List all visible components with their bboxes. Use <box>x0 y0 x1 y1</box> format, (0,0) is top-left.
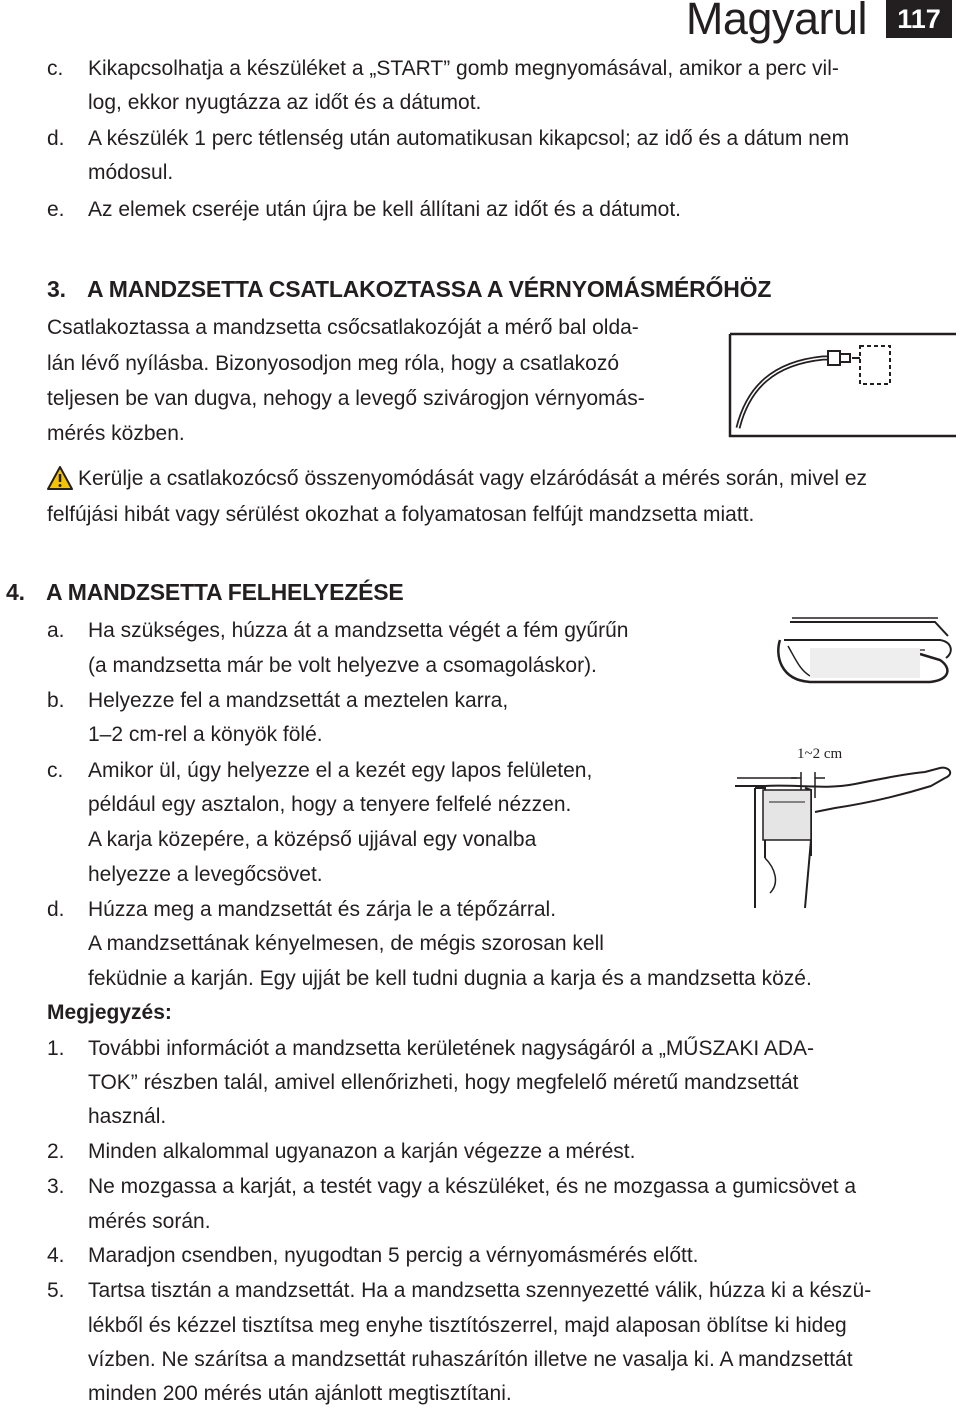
list-item-line: Maradjon csendben, nyugodtan 5 percig a vérnyomásmérés előtt. <box>88 1244 699 1267</box>
section-number: 3. <box>47 276 66 302</box>
section-3-heading <box>47 272 771 306</box>
list-marker: 1. <box>47 1037 65 1060</box>
list-marker: 4. <box>47 1244 65 1267</box>
page-number-badge: 117 <box>886 0 952 38</box>
list-item-line: 1–2 cm-rel a könyök fölé. <box>88 723 323 746</box>
section-number: 4. <box>6 579 25 605</box>
section-3-text-line: lán lévő nyílásba. Bizonyosodjon meg róla, hogy a csatlakozó <box>47 352 620 375</box>
distance-label: 1~2 cm <box>797 746 843 762</box>
list-item-line: Az elemek cseréje után újra be kell állítani az időt és a dátumot. <box>88 198 681 221</box>
list-marker: a. <box>47 619 65 642</box>
list-marker: 5. <box>47 1279 65 1302</box>
cuff-connector-illustration <box>728 318 956 440</box>
notes-title: Megjegyzés: <box>47 1001 172 1024</box>
warning-text-line: Kerülje a csatlakozócső összenyomódását vagy elzáródását a mérés során, mivel ez <box>78 467 868 490</box>
list-item-line: TOK” részben talál, amivel ellenőrizheti, hogy megfelelő méretű mandzsettát <box>88 1071 799 1094</box>
list-item-line: Tartsa tisztán a mandzsettát. Ha a mandzsetta szennyezetté válik, húzza ki a készü- <box>88 1279 872 1302</box>
list-item-line: Ha szükséges, húzza át a mandzsetta végét a fém gyűrűn <box>88 619 629 642</box>
list-item-line: minden 200 mérés után ajánlott megtisztítani. <box>88 1382 512 1405</box>
list-item-line: módosul. <box>88 161 174 184</box>
section-title: A MANDZSETTA CSATLAKOZTASSA A VÉRNYOMÁSMÉRŐHÖZ <box>87 276 772 302</box>
list-item-line: feküdnie a karján. Egy ujját be kell tudni dugnia a karja és a mandzsetta közé. <box>88 967 812 990</box>
list-item-line: helyezze a levegőcsövet. <box>88 863 323 886</box>
list-item-line: A mandzsettának kényelmesen, de mégis szorosan kell <box>88 932 604 955</box>
list-item-line: Kikapcsolhatja a készüléket a „START” gomb megnyomásával, amikor a perc vil- <box>88 57 839 80</box>
list-marker: 2. <box>47 1140 65 1163</box>
section-3-text-line: Csatlakoztassa a mandzsetta csőcsatlakozóját a mérő bal olda- <box>47 316 639 339</box>
list-item-line: vízben. Ne szárítsa a mandzsettát ruhaszárítón illetve ne vasalja ki. A mandzsettát <box>88 1348 853 1371</box>
list-item-line: Helyezze fel a mandzsettát a meztelen karra, <box>88 689 509 712</box>
list-marker: 3. <box>47 1175 65 1198</box>
list-marker: e. <box>47 198 65 221</box>
list-marker: d. <box>47 898 65 921</box>
list-item-line: További információt a mandzsetta kerületének nagyságáról a „MŰSZAKI ADA- <box>88 1037 815 1060</box>
list-item-line: lékből és kézzel tisztítsa meg enyhe tisztítószerrel, majd alaposan öblítse ki hideg <box>88 1314 847 1337</box>
list-item-line: használ. <box>88 1105 167 1128</box>
section-title: A MANDZSETTA FELHELYEZÉSE <box>46 579 404 605</box>
list-item-line: Minden alkalommal ugyanazon a karján végezze a mérést. <box>88 1140 636 1163</box>
list-marker: b. <box>47 689 65 712</box>
list-item-line: (a mandzsetta már be volt helyezve a csomagoláskor). <box>88 654 597 677</box>
list-marker: c. <box>47 57 64 80</box>
list-item-line: Ne mozgassa a karját, a testét vagy a készüléket, és ne mozgassa a gumicsövet a <box>88 1175 857 1198</box>
cuff-illustration <box>770 610 956 692</box>
list-item-line: Húzza meg a mandzsettát és zárja le a tépőzárral. <box>88 898 557 921</box>
list-item-line: A készülék 1 perc tétlenség után automatikusan kikapcsol; az idő és a dátum nem <box>88 127 850 150</box>
section-3-text-line: teljesen be van dugva, nehogy a levegő szivárogjon vérnyomás- <box>47 387 645 410</box>
page-language-title: Magyarul <box>685 0 867 44</box>
list-item-line: Amikor ül, úgy helyezze el a kezét egy lapos felületen, <box>88 759 593 782</box>
list-marker: d. <box>47 127 65 150</box>
list-item-line: például egy asztalon, hogy a tenyere felfelé nézzen. <box>88 793 572 816</box>
list-item-line: log, ekkor nyugtázza az időt és a dátumot. <box>88 91 482 114</box>
warning-icon <box>47 466 73 490</box>
section-4-heading <box>6 575 404 609</box>
list-marker: c. <box>47 759 64 782</box>
warning-text-line: felfújási hibát vagy sérülést okozhat a folyamatosan felfújt mandzsetta miatt. <box>47 503 755 526</box>
arm-cuff-placement-illustration <box>735 738 957 908</box>
section-3-text-line: mérés közben. <box>47 422 185 445</box>
list-item-line: mérés során. <box>88 1210 211 1233</box>
list-item-line: A karja közepére, a középső ujjával egy vonalba <box>88 828 537 851</box>
